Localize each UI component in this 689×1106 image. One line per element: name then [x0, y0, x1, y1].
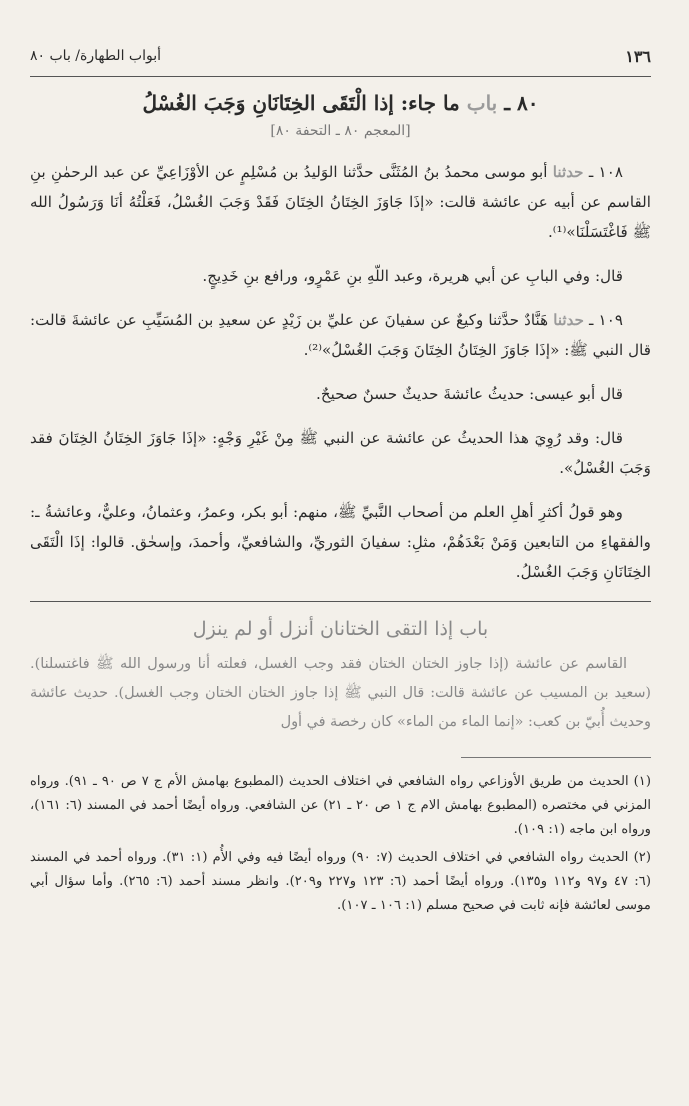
footnote-rule: [461, 757, 651, 758]
footnote-2: (٢) الحديث رواه الشافعي في اختلاف الحديث (٧: ٩٠) ورواه أيضًا فيه وفي الأُم (١: ٣١). ورواه أحمد في المسند (٦: ٤٧ و٩٧ و١١٢ و١٣٥). ورواه أيضًا أحمد (٦: ١٢٣ و٢٢٧ و٢٠٩). وانظر مسند أحمد (٦: ٢٦٥). وأما سؤال أبي موسى لعائشة فإنه ثابت في صحيح مسلم (١: ١٠٦ ـ ١٠٧).: [30, 850, 651, 913]
page-number: ١٣٦: [625, 46, 651, 66]
bab-note: قال: وفي البابِ عن أبي هريرة، وعبد اللّهِ بنِ عَمْرٍو، ورافع بنِ خَدِيجٍ.: [202, 267, 623, 285]
hadith-109-text: هَنَّادٌ حدَّثنا وكيعٌ عن سفيانَ عن عليِّ بن زَيْدٍ عن سعيدِ بن المُسَيِّبِ عن عائشةَ قالت: قال النبي ﷺ: «إذَا جَاوَزَ الخِتَانُ الخِتَانَ وَجَبَ الغُسْلُ»⁽²⁾.: [30, 311, 651, 359]
hadith-109-number: ١٠٩ ـ: [589, 311, 624, 329]
hadith-108: [30, 157, 651, 247]
chapter-heading: [30, 91, 651, 115]
hadith-108-text: أبو موسى محمدُ بنُ المُثَنَّى حدَّثنا الوَليدُ بن مُسْلِمٍ عن الأوْزَاعِيِّ عن عبد الرحمٰنِ بنِ القاسم عن أبيه عن عائشة قالت: «إذَا جَاوَزَ الخِتَانُ الخِتَانَ فَقَدْ وَجَبَ الغُسْلُ، فَعَلْتُهُ أنَا وَرَسُولُ الله ﷺ فَاغْتَسَلْنَا»⁽¹⁾.: [30, 163, 651, 241]
section-text: القاسم عن عائشة (إذا جاوز الختان الختان فقد وجب الغسل، فعلته أنا ورسول الله ﷺ فاغتسلنا). (سعيد بن المسيب عن عائشة قالت: قال النبي ﷺ إذا جاوز الختان الختان وجب الغسل). حديث عائشة وحديث أُبيّ بن كعب: «إنما الماء من الماء» كان رخصة في أول: [30, 656, 651, 730]
section-divider: [30, 601, 651, 602]
abu-isa-grading: قال أبو عيسى: حديثُ عائشةَ حديثٌ حسنٌ صحيحٌ.: [316, 385, 623, 403]
chapter-reference: [المعجم ٨٠ ـ التحفة ٨٠]: [270, 123, 411, 139]
chapter-number: ٨٠ ـ: [504, 91, 539, 115]
scholars-paragraph: وهو قولُ أكثرِ أهلِ العلم من أصحاب النَّبيِّ ﷺ، منهم: أبو بكر، وعمرُ، وعثمانُ، وعليٌّ، وعائشةُ ـ: والفقهاءِ من التابعين وَمَنْ بَعْدَهُمْ، مثلِ: سفيانَ الثوريِّ، والشافعيِّ، وأحمدَ، وإسحٰق. قالوا: إذَا الْتَقَى الخِتَانَانِ وَجَبَ الغُسْلُ.: [30, 503, 651, 581]
chapter-label: باب: [466, 91, 498, 115]
hadith-109-keyword: حدثنا: [553, 311, 584, 329]
running-title: أبواب الطهارة/ باب ٨٠: [30, 48, 161, 64]
hadith-108-keyword: حدثنا: [552, 163, 584, 181]
section-title: باب إذا التقى الختانان أنزل أو لم ينزل: [192, 618, 489, 640]
page-header: [30, 36, 651, 77]
hadith-108-number: ١٠٨ ـ: [588, 163, 624, 181]
hadith-109: [30, 305, 651, 365]
chapter-title: ما جاء: إذا الْتَقَى الخِتَانَانِ وَجَبَ الغُسْلُ: [142, 91, 460, 115]
ruwiya-paragraph: قال: وقد رُوِيَ هذا الحديثُ عن عائشة عن النبي ﷺ مِنْ غَيْرِ وَجْهٍ: «إذَا جَاوَزَ الخِتَانُ الخِتَانَ فقد وَجَبَ الغُسْلُ».: [30, 429, 651, 477]
footnote-1: (١) الحديث من طريق الأوزاعي رواه الشافعي في اختلاف الحديث (المطبوع بهامش الأم ج ٧ ص ٩٠ ـ ٩١). ورواه المزني في مختصره (المطبوع بهامش الام ج ١ ص ٢٠ ـ ٢١) عن الشافعي. ورواه أيضًا أحمد في المسند (٦: ١٦١)، ورواه ابن ماجه (١: ١٠٩).: [30, 774, 652, 837]
